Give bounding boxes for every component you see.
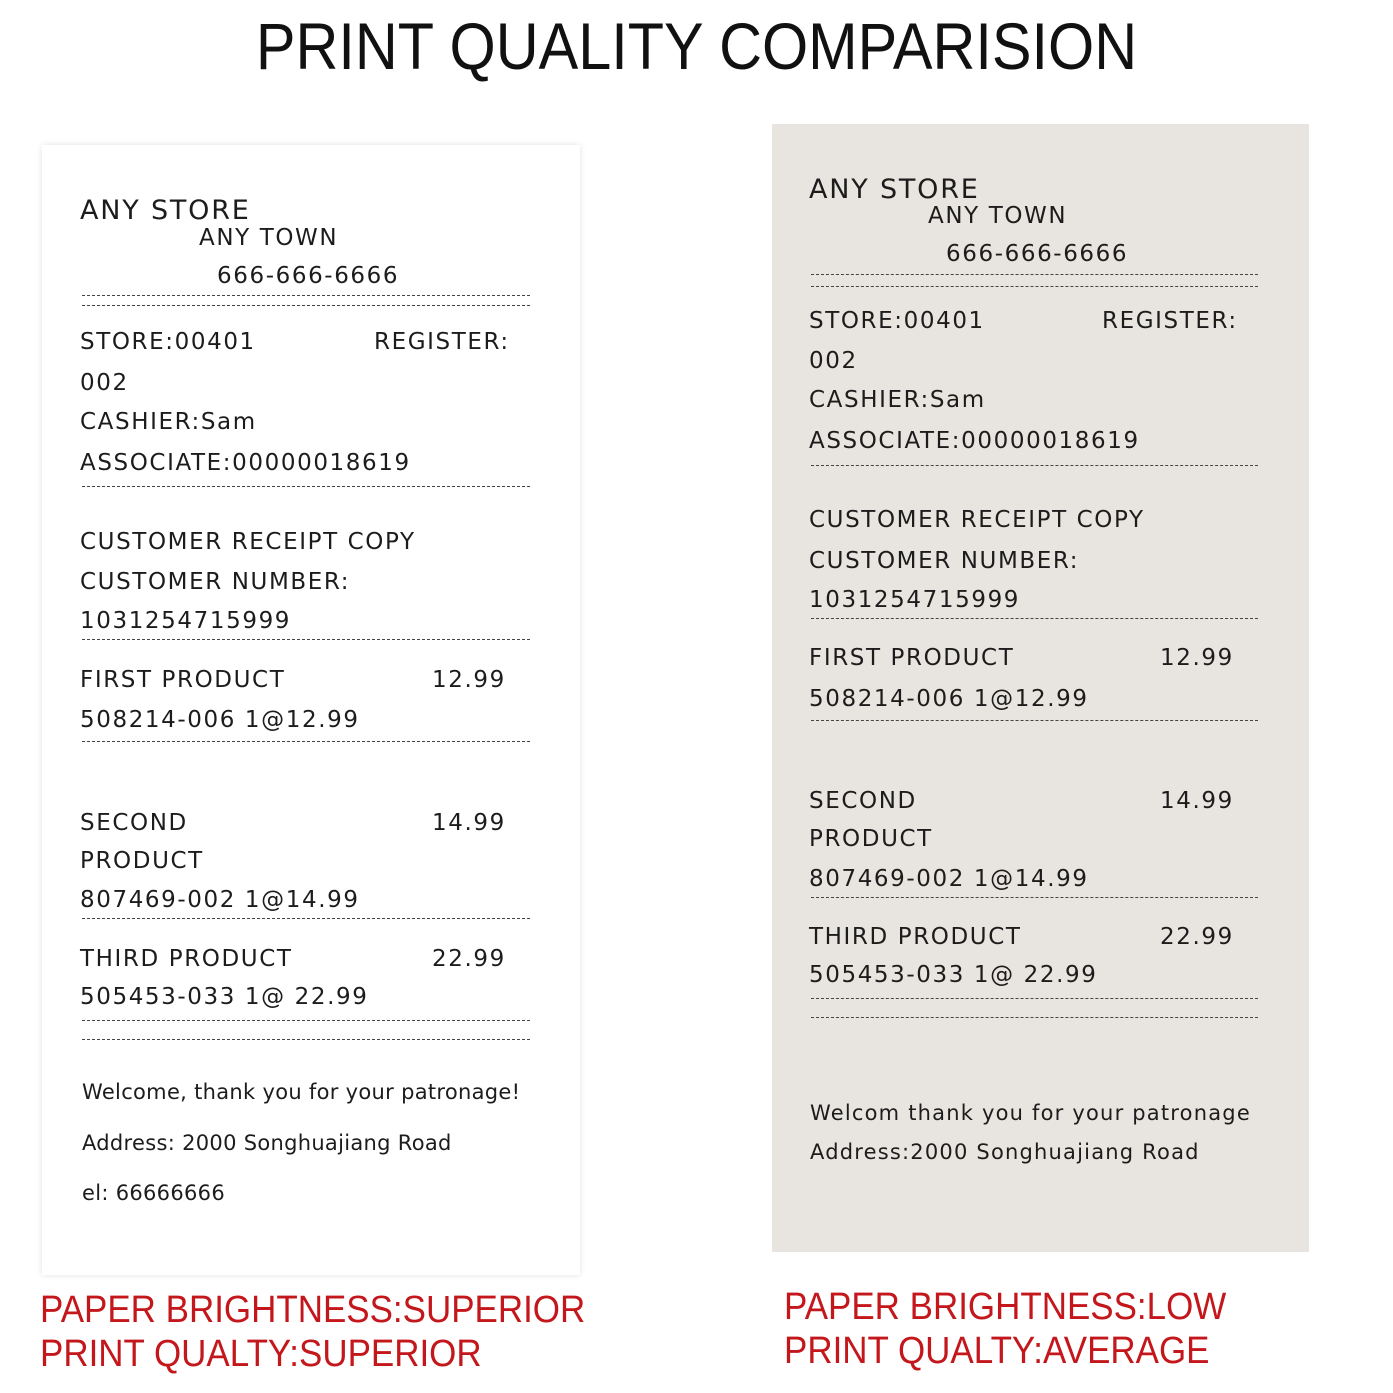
caption-left-quality: PRINT QUALTY:SUPERIOR xyxy=(40,1333,482,1375)
store-number: STORE:00401 xyxy=(809,308,985,334)
store-address: Address:2000 Songhuajiang Road xyxy=(810,1140,1200,1164)
product-name: FIRST PRODUCT xyxy=(80,667,286,693)
divider xyxy=(82,486,530,487)
divider xyxy=(811,286,1258,287)
customer-number: 1031254715999 xyxy=(80,608,292,634)
product-code: 807469-002 1@14.99 xyxy=(80,887,360,913)
product-price: 14.99 xyxy=(432,810,506,836)
receipt-low xyxy=(772,124,1309,1252)
divider xyxy=(82,1020,530,1021)
divider xyxy=(82,305,530,306)
product-price: 22.99 xyxy=(1160,924,1234,950)
associate: ASSOCIATE:00000018619 xyxy=(809,428,1140,454)
store-tel: el: 66666666 xyxy=(82,1181,225,1205)
divider xyxy=(82,639,530,640)
welcome-message: Welcome, thank you for your patronage! xyxy=(82,1080,521,1104)
divider xyxy=(811,465,1258,466)
receipt-copy: CUSTOMER RECEIPT COPY xyxy=(809,507,1145,533)
product-code: 505453-033 1@ 22.99 xyxy=(80,984,369,1010)
product-code: 807469-002 1@14.99 xyxy=(809,866,1089,892)
caption-left-brightness: PAPER BRIGHTNESS:SUPERIOR xyxy=(40,1289,586,1331)
product-name: SECOND xyxy=(80,810,188,836)
product-price: 12.99 xyxy=(1160,645,1234,671)
receipt-superior xyxy=(42,145,580,1275)
customer-number: 1031254715999 xyxy=(809,587,1021,613)
product-name: THIRD PRODUCT xyxy=(809,924,1022,950)
divider xyxy=(811,720,1258,721)
divider xyxy=(82,741,530,742)
product-name-cont: PRODUCT xyxy=(809,826,933,852)
register-value: 002 xyxy=(80,370,129,396)
divider xyxy=(811,998,1258,999)
product-price: 22.99 xyxy=(432,946,506,972)
product-name: FIRST PRODUCT xyxy=(809,645,1015,671)
store-phone: 666-666-6666 xyxy=(946,241,1129,267)
store-name: ANY STORE xyxy=(809,174,980,205)
product-code: 508214-006 1@12.99 xyxy=(809,686,1089,712)
divider xyxy=(82,295,530,296)
caption-right-quality: PRINT QUALTY:AVERAGE xyxy=(784,1330,1210,1372)
store-town: ANY TOWN xyxy=(928,203,1068,229)
cashier: CASHIER:Sam xyxy=(80,409,257,435)
customer-number-label: CUSTOMER NUMBER: xyxy=(809,548,1080,574)
customer-number-label: CUSTOMER NUMBER: xyxy=(80,569,351,595)
page-title: PRINT QUALITY COMPARISION xyxy=(255,9,1138,83)
product-code: 505453-033 1@ 22.99 xyxy=(809,962,1098,988)
divider xyxy=(82,1039,530,1040)
product-code: 508214-006 1@12.99 xyxy=(80,707,360,733)
store-phone: 666-666-6666 xyxy=(217,263,400,289)
store-town: ANY TOWN xyxy=(199,225,339,251)
caption-right-brightness: PAPER BRIGHTNESS:LOW xyxy=(784,1286,1227,1328)
store-number: STORE:00401 xyxy=(80,329,256,355)
divider xyxy=(82,918,530,919)
welcome-message: Welcom thank you for your patronage xyxy=(810,1101,1251,1125)
store-name: ANY STORE xyxy=(80,195,251,226)
cashier: CASHIER:Sam xyxy=(809,387,986,413)
store-address: Address: 2000 Songhuajiang Road xyxy=(82,1131,452,1155)
register-label: REGISTER: xyxy=(1102,308,1238,334)
product-name: SECOND xyxy=(809,788,917,814)
register-value: 002 xyxy=(809,348,858,374)
divider xyxy=(811,618,1258,619)
product-name-cont: PRODUCT xyxy=(80,848,204,874)
product-price: 14.99 xyxy=(1160,788,1234,814)
product-price: 12.99 xyxy=(432,667,506,693)
product-name: THIRD PRODUCT xyxy=(80,946,293,972)
associate: ASSOCIATE:00000018619 xyxy=(80,450,411,476)
divider xyxy=(811,897,1258,898)
divider xyxy=(811,1017,1258,1018)
divider xyxy=(811,274,1258,275)
register-label: REGISTER: xyxy=(374,329,510,355)
receipt-copy: CUSTOMER RECEIPT COPY xyxy=(80,529,416,555)
